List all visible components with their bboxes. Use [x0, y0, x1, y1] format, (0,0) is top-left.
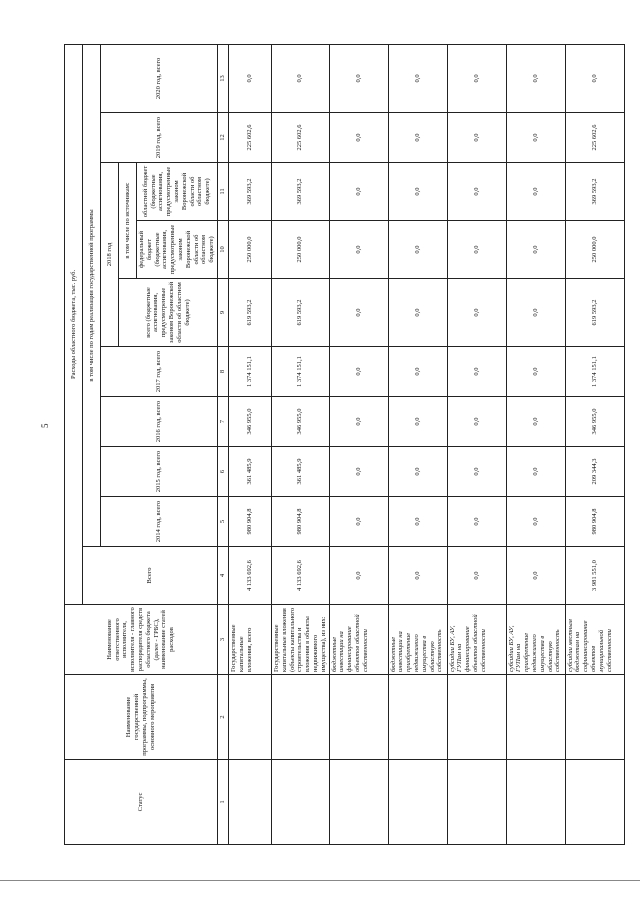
row-label: бюджетные инвестиции на приобретение недвижимого имущества в областную собственность [388, 605, 447, 675]
value-cell: 0,0 [447, 221, 506, 279]
status-cell [329, 760, 388, 845]
value-cell: 0,0 [506, 347, 565, 397]
value-cell: 0,0 [447, 44, 506, 112]
header-2017: 2017 год, всего [101, 347, 218, 397]
value-cell: 0,0 [506, 497, 565, 547]
value-cell: 1 374 151,1 [228, 347, 271, 397]
value-cell: 0,0 [447, 113, 506, 163]
col-index: 4 [217, 547, 228, 605]
program-cell [388, 675, 447, 760]
value-cell: 0,0 [506, 447, 565, 497]
value-cell: 0,0 [506, 221, 565, 279]
value-cell: 0,0 [565, 44, 624, 112]
header-2014: 2014 год, всего [101, 497, 218, 547]
program-cell [506, 675, 565, 760]
value-cell: 0,0 [388, 279, 447, 347]
value-cell: 1 374 151,1 [565, 347, 624, 397]
header-2018-federal: федеральный бюджет (бюджетные ассигнования, предусмотренные законом Воронежской области об областном бюджете) [137, 221, 218, 279]
value-cell: 980 904,8 [271, 497, 329, 547]
value-cell: 1 374 151,1 [271, 347, 329, 397]
header-expenses: Расходы областного бюджета, тыс. руб. [65, 44, 83, 604]
header-2019: 2019 год, всего [101, 113, 218, 163]
value-cell: 361 485,9 [228, 447, 271, 497]
header-status: Статус [65, 760, 218, 845]
value-cell: 0,0 [329, 497, 388, 547]
status-cell [447, 760, 506, 845]
value-cell: 4 133 692,6 [228, 547, 271, 605]
page-number: 5 [40, 423, 50, 428]
value-cell: 0,0 [447, 397, 506, 447]
status-cell [271, 760, 329, 845]
col-index: 5 [217, 497, 228, 547]
col-index: 12 [217, 113, 228, 163]
column-index-row [217, 44, 228, 844]
value-cell: 0,0 [447, 547, 506, 605]
col-index: 10 [217, 221, 228, 279]
col-index: 6 [217, 447, 228, 497]
value-cell: 346 955,0 [565, 397, 624, 447]
value-cell: 369 593,2 [565, 163, 624, 221]
table-row [329, 44, 388, 844]
value-cell: 0,0 [447, 347, 506, 397]
value-cell: 0,0 [388, 347, 447, 397]
value-cell: 4 133 692,6 [271, 547, 329, 605]
value-cell: 980 904,8 [228, 497, 271, 547]
value-cell: 0,0 [388, 447, 447, 497]
value-cell: 619 593,2 [228, 279, 271, 347]
value-cell: 0,0 [329, 279, 388, 347]
value-cell: 346 955,0 [271, 397, 329, 447]
row-label: Государственные капитальные вложения (объекты капитального строительства и вложения в объекты недвижимого имущества), из них: [271, 605, 329, 675]
value-cell: 0,0 [329, 163, 388, 221]
value-cell: 0,0 [329, 221, 388, 279]
table-row [447, 44, 506, 844]
value-cell: 619 593,2 [271, 279, 329, 347]
col-index: 11 [217, 163, 228, 221]
header-program-name: Наименование государственной программы, подпрограммы, основного мероприятия [65, 675, 218, 760]
value-cell: 225 602,6 [565, 113, 624, 163]
col-index: 13 [217, 44, 228, 112]
row-label: бюджетные инвестиции на финансирование объектов областной собственности [329, 605, 388, 675]
header-total: Всего [83, 547, 218, 605]
col-index: 1 [217, 760, 228, 845]
value-cell: 0,0 [271, 44, 329, 112]
table-row [565, 44, 624, 844]
value-cell: 209 344,3 [565, 447, 624, 497]
table-body [228, 44, 624, 844]
value-cell: 250 000,0 [228, 221, 271, 279]
value-cell: 369 593,2 [271, 163, 329, 221]
budget-table [64, 44, 625, 845]
program-cell [271, 675, 329, 760]
col-index: 9 [217, 279, 228, 347]
value-cell: 225 602,6 [271, 113, 329, 163]
value-cell: 0,0 [329, 347, 388, 397]
program-cell [329, 675, 388, 760]
value-cell: 369 593,2 [228, 163, 271, 221]
value-cell: 0,0 [506, 547, 565, 605]
value-cell: 980 904,8 [565, 497, 624, 547]
header-2016: 2016 год, всего [101, 397, 218, 447]
header-by-years: в том числе по годам реализации государственной программы [83, 44, 101, 546]
header-2018: 2018 год [101, 163, 119, 347]
header-2018-regional: областной бюджет (бюджетные ассигнования, предусмотренные законом Воронежской области об областном бюджете) [137, 163, 218, 221]
value-cell: 0,0 [329, 44, 388, 112]
col-index: 3 [217, 605, 228, 675]
value-cell: 0,0 [329, 547, 388, 605]
table-row [228, 44, 271, 844]
value-cell: 619 593,2 [565, 279, 624, 347]
col-index: 2 [217, 675, 228, 760]
header-executor: Наименование ответственного исполнителя, исполнителя - главного распорядителя средств областного бюджета (далее - ГРБС), наименование статей расходов [65, 605, 218, 675]
value-cell: 0,0 [506, 113, 565, 163]
bottom-divider [0, 880, 640, 881]
value-cell: 0,0 [506, 397, 565, 447]
status-cell [228, 760, 271, 845]
value-cell: 225 602,6 [228, 113, 271, 163]
value-cell: 0,0 [506, 279, 565, 347]
value-cell: 0,0 [447, 163, 506, 221]
value-cell: 0,0 [228, 44, 271, 112]
row-label: Государственные капитальные вложения, всего [228, 605, 271, 675]
value-cell: 0,0 [329, 447, 388, 497]
rotated-page-content [64, 45, 613, 845]
header-2018-total: всего (бюджетные ассигнования, предусмотренные законом Воронежской области об областном бюджете) [119, 279, 218, 347]
value-cell: 0,0 [388, 44, 447, 112]
program-cell [447, 675, 506, 760]
value-cell: 0,0 [447, 497, 506, 547]
value-cell: 0,0 [388, 221, 447, 279]
value-cell: 0,0 [447, 279, 506, 347]
program-cell [565, 675, 624, 760]
value-cell: 0,0 [447, 447, 506, 497]
value-cell: 0,0 [388, 113, 447, 163]
status-cell [506, 760, 565, 845]
row-label: субсидии местным бюджетам на софинансирование объектов муниципальной собственности [565, 605, 624, 675]
status-cell [565, 760, 624, 845]
value-cell: 3 981 551,0 [565, 547, 624, 605]
program-cell [228, 675, 271, 760]
value-cell: 361 485,9 [271, 447, 329, 497]
table-row [388, 44, 447, 844]
header-2015: 2015 год, всего [101, 447, 218, 497]
value-cell: 0,0 [388, 397, 447, 447]
row-label: субсидии БУ, АУ, ГУПам на приобретение недвижимого имущества в областную собственность [506, 605, 565, 675]
col-index: 7 [217, 397, 228, 447]
value-cell: 0,0 [506, 44, 565, 112]
col-index: 8 [217, 347, 228, 397]
table-row [271, 44, 329, 844]
value-cell: 0,0 [506, 163, 565, 221]
status-cell [388, 760, 447, 845]
value-cell: 250 000,0 [271, 221, 329, 279]
header-2020: 2020 год, всего [101, 44, 218, 112]
row-label: субсидии БУ, АУ, ГУПам на финансирование объектов областной собственности [447, 605, 506, 675]
header-2018-sources: в том числе по источникам: [119, 163, 137, 279]
value-cell: 0,0 [329, 397, 388, 447]
value-cell: 0,0 [388, 547, 447, 605]
value-cell: 250 000,0 [565, 221, 624, 279]
table-row [506, 44, 565, 844]
value-cell: 0,0 [388, 497, 447, 547]
value-cell: 0,0 [329, 113, 388, 163]
value-cell: 0,0 [388, 163, 447, 221]
value-cell: 346 955,0 [228, 397, 271, 447]
